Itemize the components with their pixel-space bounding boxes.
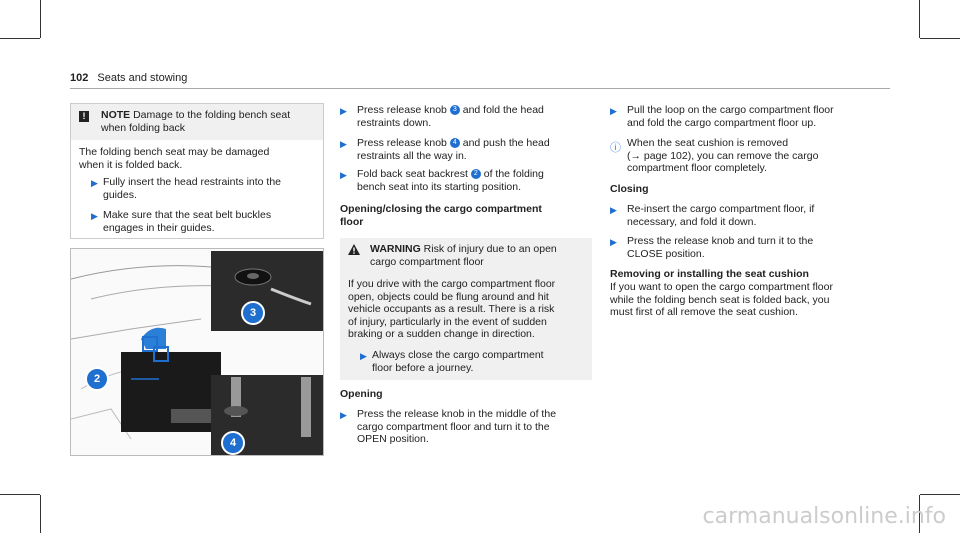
info-icon: ⓘ [610,142,621,154]
body-line: must first of all remove the seat cushion. [610,306,798,318]
warning-line: vehicle occupants as a result. There is a risk [348,303,555,315]
step-line: and fold the cargo compartment floor up. [627,116,817,129]
bullet-arrow-icon: ▶ [610,106,617,116]
bullet-arrow-icon: ▶ [340,170,347,180]
step-line: necessary, and fold it down. [627,215,757,228]
opening-step [357,408,597,446]
section-title: Seats and stowing [97,72,188,84]
section-heading-line: Opening/closing the cargo compartment [340,203,542,215]
step-line: CLOSE position. [627,247,705,260]
warning-step-line: Always close the cargo compartment [372,349,544,361]
step-text: restraints down. [357,116,432,129]
bullet-arrow-icon: ▶ [340,410,347,420]
crop-mark [920,494,960,495]
note-heading [101,109,321,134]
step-number-badge: 3 [450,105,460,115]
warning-triangle-icon [348,244,360,255]
opening-line: cargo compartment floor and turn it to the [357,420,550,433]
step-line: Pull the loop on the cargo compartment floor [627,104,834,116]
bullet-arrow-icon: ▶ [610,237,617,247]
section-heading-line: floor [340,215,364,228]
bullet-arrow-icon: ▶ [340,139,347,149]
bullet-arrow-icon: ▶ [360,351,367,361]
page-header [70,72,187,84]
info-line: (→ page 102), you can remove the cargo [627,149,819,162]
closing-heading: Closing [610,183,649,195]
warning-line: braking or a sudden change in direction. [348,328,535,340]
crop-mark [0,38,40,39]
step-line: Press the release knob and turn it to the [627,235,814,247]
step-text: bench seat into its starting position. [357,180,522,193]
pull-loop-step [627,104,887,129]
crop-mark [0,494,40,495]
note-step-line: Make sure that the seat belt buckles [103,209,272,221]
bullet-arrow-icon: ▶ [610,205,617,215]
opening-heading: Opening [340,388,383,400]
seat-cushion-text [610,281,890,319]
callout-2: 2 [85,367,109,391]
note-step [103,209,318,234]
crop-mark [40,495,41,533]
seat-drawing [71,249,323,455]
note-body-line: when it is folded back. [79,158,183,171]
warning-line: If you drive with the cargo compartment floor [348,278,556,290]
warning-line: open, objects could be flung around and hit [348,290,549,303]
step-text: Press release knob [357,104,447,116]
bullet-arrow-icon: ▶ [91,178,98,188]
bullet-arrow-icon: ▶ [340,106,347,116]
note-body [79,146,319,171]
warning-heading-text: cargo compartment floor [370,255,484,268]
warning-body [348,278,590,341]
step-number-badge: 4 [450,138,460,148]
step-release-knob-3 [357,104,597,129]
step-text: Fold back seat backrest [357,168,468,180]
body-line: If you want to open the cargo compartment floor [610,281,833,293]
step-text: and push the head [462,137,550,149]
note-step-line: Fully insert the head restraints into the [103,176,282,188]
warning-box [340,238,592,380]
warning-heading-text: Risk of injury due to an open [423,243,557,255]
info-line: compartment floor completely. [627,162,767,174]
note-warning-icon: ! [79,110,89,123]
note-body-line: The folding bench seat may be damaged [79,146,270,158]
callout-4: 4 [221,431,245,455]
header-divider [70,88,890,89]
step-text: Press release knob [357,137,447,149]
callout-3: 3 [241,301,265,325]
note-label: NOTE [101,109,131,121]
note-step-line: engages in their guides. [103,221,215,234]
closing-step [627,235,887,260]
body-line: while the folding bench seat is folded back, you [610,293,830,306]
opening-line: Press the release knob in the middle of the [357,408,557,420]
info-line: When the seat cushion is removed [627,137,789,149]
opening-line: OPEN position. [357,433,429,445]
crop-mark [40,0,41,38]
crop-mark [920,38,960,39]
info-note [627,137,887,175]
bullet-arrow-icon: ▶ [91,211,98,221]
section-heading [340,203,590,228]
seat-cushion-heading: Removing or installing the seat cushion [610,268,809,280]
warning-step [372,349,587,374]
warning-heading [370,243,590,268]
note-box [70,103,324,239]
warning-line: of injury, particularly in the event of sudden [348,315,547,328]
warning-label: WARNING [370,243,421,255]
note-step [103,176,318,201]
warning-step-line: floor before a journey. [372,361,474,374]
step-text: of the folding [483,168,544,180]
step-release-knob-4 [357,137,597,162]
note-heading-text: Damage to the folding bench seat [133,109,291,121]
closing-step [627,203,887,228]
crop-mark [919,0,920,38]
seat-illustration [70,248,324,456]
page-number: 102 [70,72,89,84]
watermark: carmanualsonline.info [702,504,946,529]
step-number-badge: 2 [471,169,481,179]
step-text: and fold the head [462,104,544,116]
step-fold-backrest [357,168,597,193]
note-heading-text: when folding back [101,121,186,134]
step-line: Re-insert the cargo compartment floor, if [627,203,815,215]
step-text: restraints all the way in. [357,149,467,162]
note-step-line: guides. [103,188,137,201]
